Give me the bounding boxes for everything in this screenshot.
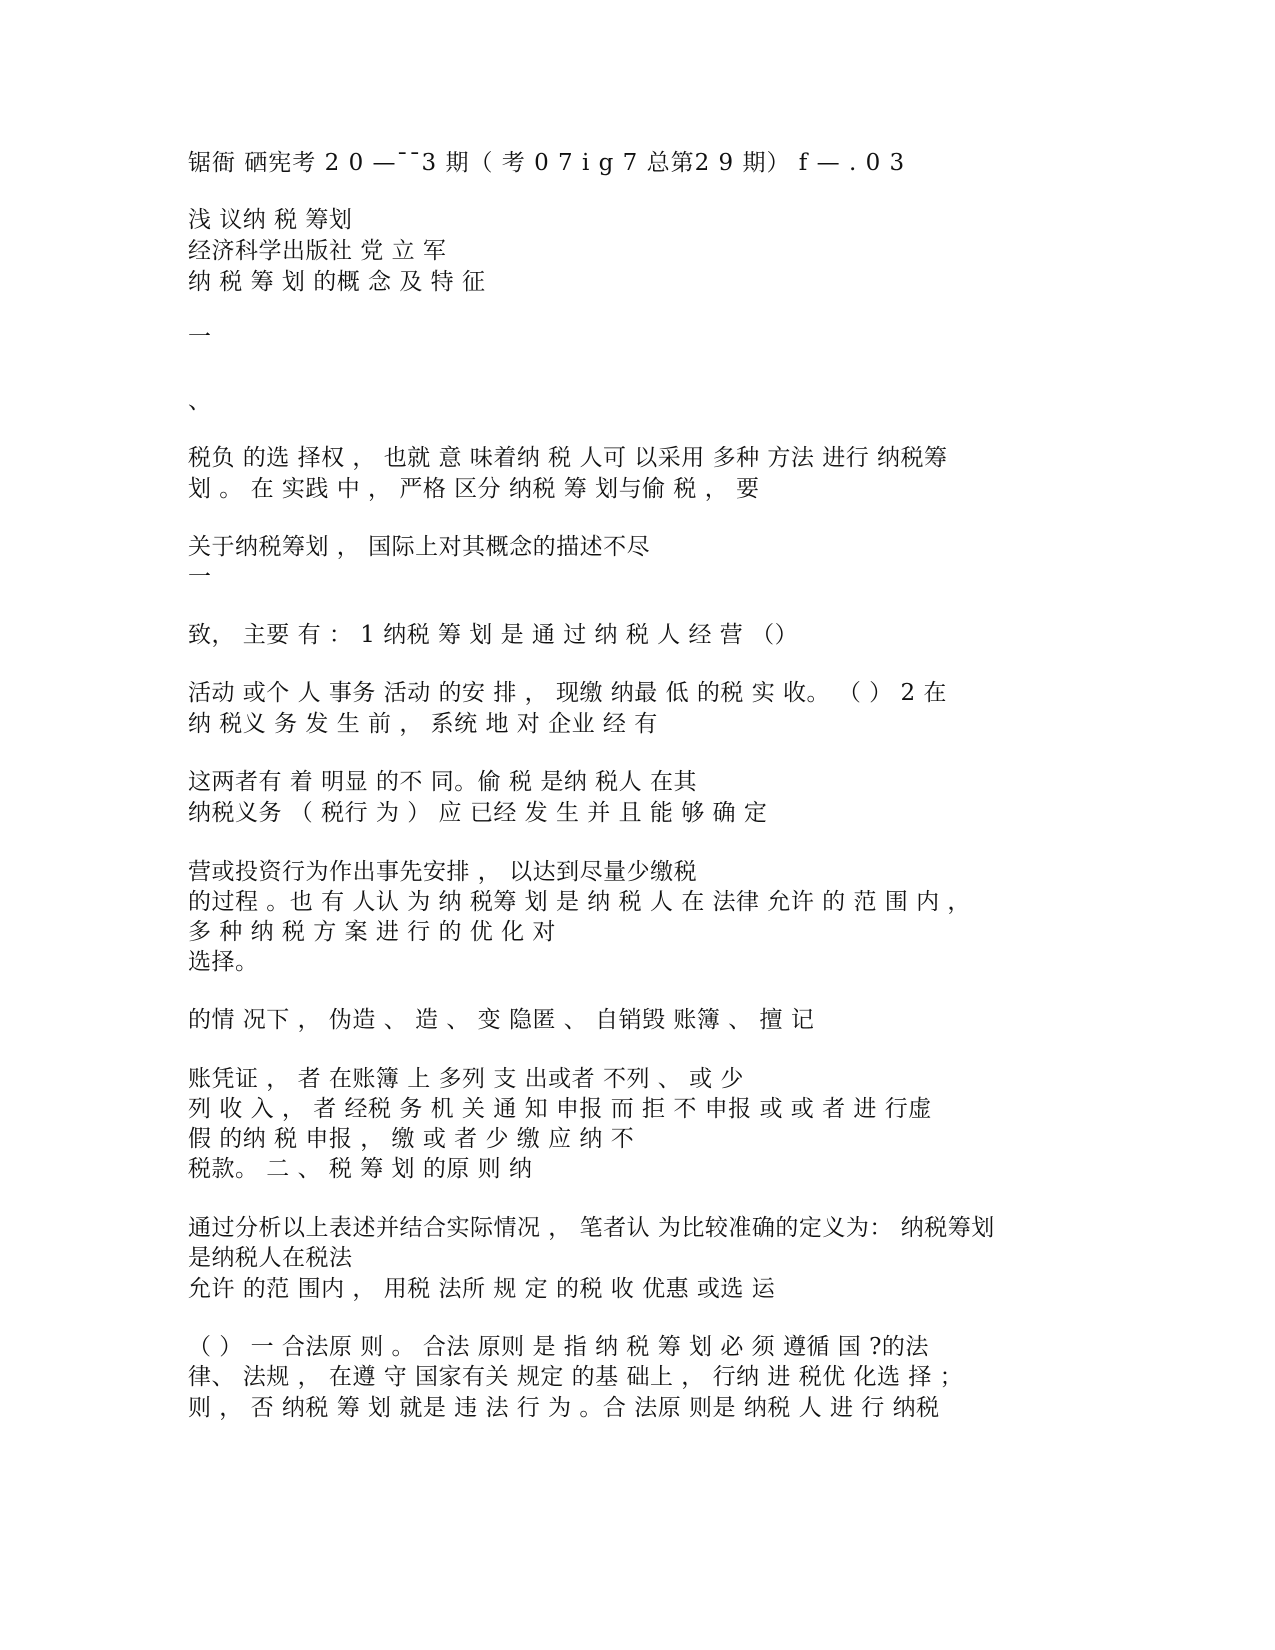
text-line: 账凭证 ， 者 在账簿 上 多列 支 出或者 不列 、 或 少 xyxy=(188,1066,744,1092)
text-line: 关于纳税筹划 ， 国际上对其概念的描述不尽 xyxy=(188,534,651,560)
text-line: 的过程 。也 有 人认 为 纳 税筹 划 是 纳 税 人 在 法律 允许 的 范 围 内 ， xyxy=(188,889,971,915)
section-heading: 纳 税 筹 划 的概 念 及 特 征 xyxy=(188,269,486,295)
text-line: 假 的纳 税 申报 ， 缴 或 者 少 缴 应 纳 不 xyxy=(188,1126,635,1152)
text-line: 选择。 xyxy=(188,949,259,975)
text-line: 活动 或个 人 事务 活动 的安 排 ， 现缴 纳最 低 的税 实 收。 （ ） 2 在 xyxy=(188,680,947,706)
text-line: 一 xyxy=(188,324,212,350)
text-line: 则 ， 否 纳税 筹 划 就是 违 法 行 为 。合 法原 则是 纳税 人 进 行 纳税 xyxy=(188,1395,940,1421)
article-title: 浅 议纳 税 筹划 xyxy=(188,207,353,233)
text-line: 允许 的范 围内 ， 用税 法所 规 定 的税 收 优惠 或选 运 xyxy=(188,1276,776,1302)
text-line: 划 。 在 实践 中 ， 严格 区分 纳税 筹 划与偷 税 ， 要 xyxy=(188,476,760,502)
text-line: 一 xyxy=(188,564,212,590)
text-line: 、 xyxy=(188,388,212,414)
article-author: 经济科学出版社 党 立 军 xyxy=(188,238,447,264)
text-line: 通过分析以上表述并结合实际情况 ， 笔者认 为比较准确的定义为： 纳税筹划 xyxy=(188,1215,995,1241)
text-line: （ ） 一 合法原 则 。 合法 原则 是 指 纳 税 筹 划 必 须 遵循 国 ?的法 xyxy=(188,1334,929,1360)
text-line: 纳税义务 （ 税行 为 ） 应 已经 发 生 并 且 能 够 确 定 xyxy=(188,800,768,826)
text-line: 纳 税义 务 发 生 前 ， 系统 地 对 企业 经 有 xyxy=(188,711,658,737)
text-line: 列 收 入 ， 者 经税 务 机 关 通 知 申报 而 拒 不 申报 或 或 者 进 行虚 xyxy=(188,1096,932,1122)
text-line: 多 种 纳 税 方 案 进 行 的 优 化 对 xyxy=(188,919,556,945)
journal-header: 锯衙 硒宪考 2 0 —¯¯3 期（ 考 0 7 i g 7 总第2 9 期） f — . 0 3 xyxy=(188,150,906,176)
text-line: 营或投资行为作出事先安排 ， 以达到尽量少缴税 xyxy=(188,859,698,885)
text-line: 税负 的选 择权 ， 也就 意 味着纳 税 人可 以采用 多种 方法 进行 纳税筹 xyxy=(188,445,948,471)
text-line: 是纳税人在税法 xyxy=(188,1245,353,1271)
text-line: 税款。 二 、 税 筹 划 的原 则 纳 xyxy=(188,1156,533,1182)
text-line: 这两者有 着 明显 的不 同。偷 税 是纳 税人 在其 xyxy=(188,769,697,795)
text-line: 的情 况下 ， 伪造 、 造 、 变 隐匿 、 自销毁 账簿 、 擅 记 xyxy=(188,1007,815,1033)
text-line: 律、 法规 ， 在遵 守 国家有关 规定 的基 础上 ， 行纳 进 税优 化选 择 ； xyxy=(188,1364,964,1390)
text-line: 致， 主要 有 ： 1 纳税 筹 划 是 通 过 纳 税 人 经 营 （） xyxy=(188,622,799,648)
